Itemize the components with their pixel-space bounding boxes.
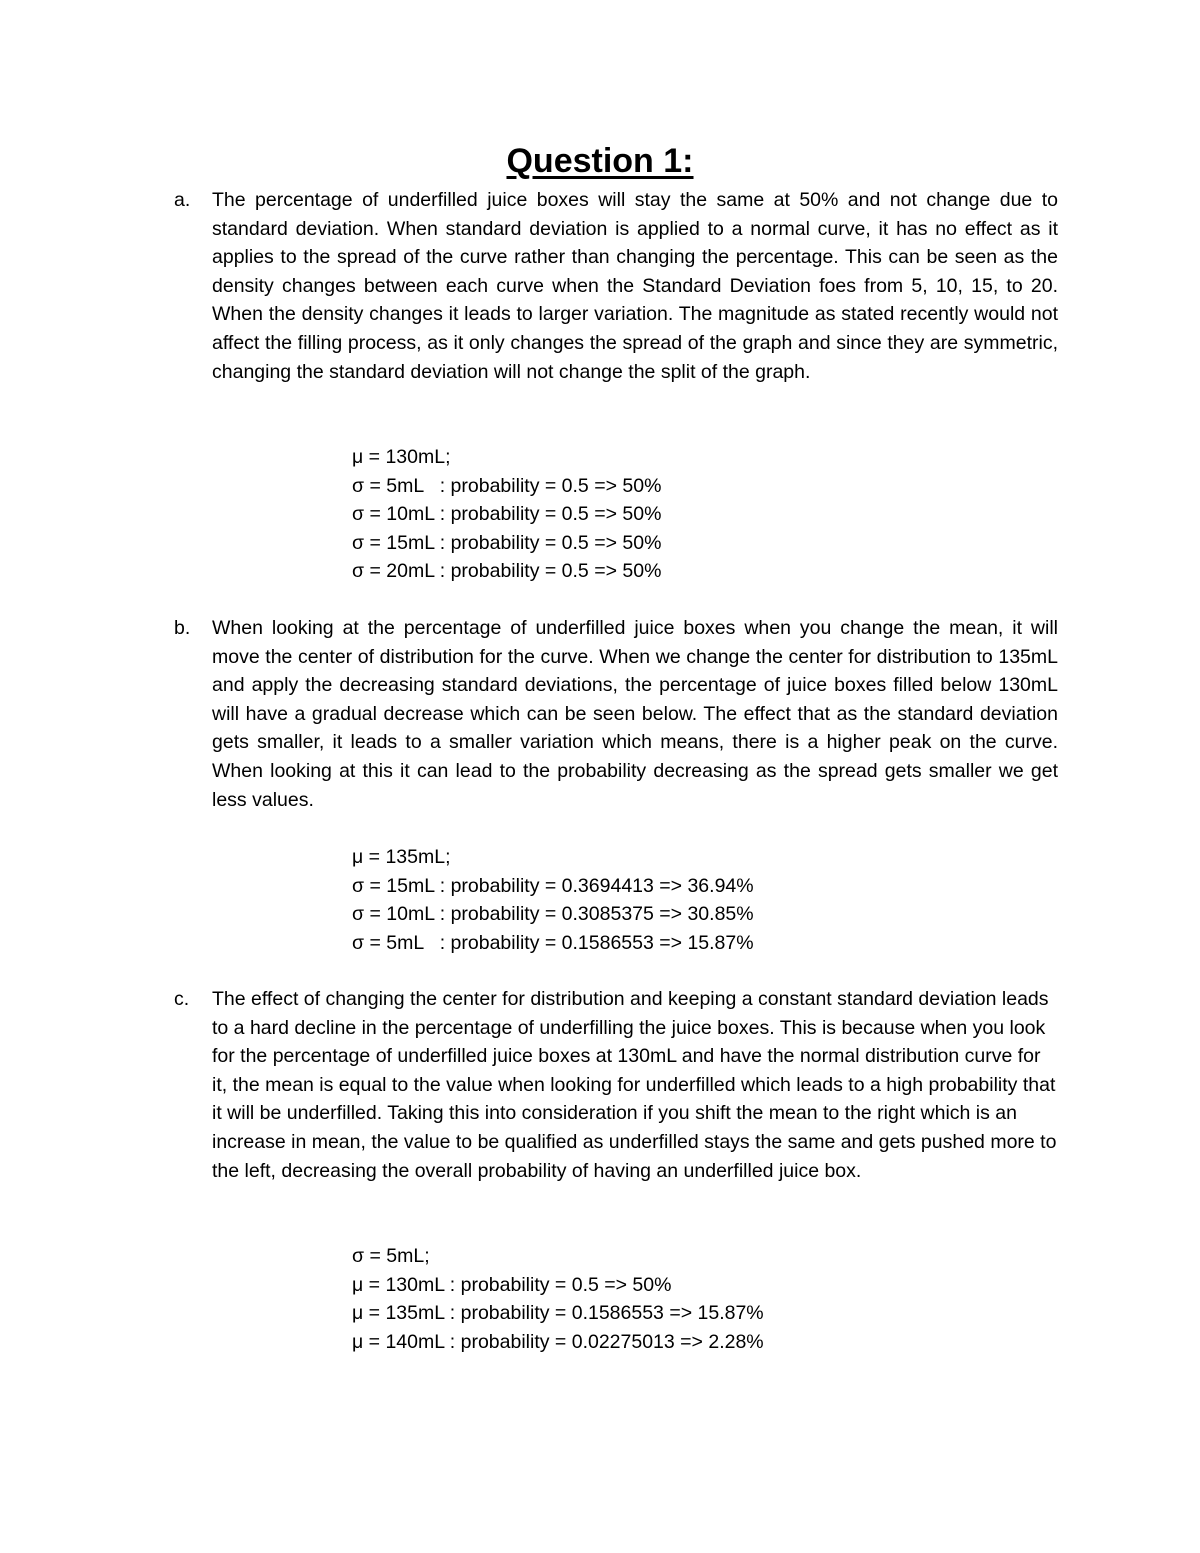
part-c-item	[174, 985, 1064, 1185]
calc-line: σ = 15mL : probability = 0.3694413 => 36.94%	[352, 874, 754, 897]
part-b-paragraph: When looking at the percentage of underfilled juice boxes when you change the mean, it will move the center of distribution for the curve. When we change the center for distribution to 135mL and apply the decreasing standard deviations, the percentage of juice boxes filled below 130mL will have a gradual decrease which can be seen below. The effect that as the standard deviation gets smaller, it leads to a smaller variation which means, there is a higher peak on the curve. When looking at this it can lead to the probability decreasing as the spread gets smaller we get less values.	[212, 617, 1058, 811]
part-a-item	[174, 186, 1064, 386]
part-a-marker: a.	[174, 189, 191, 211]
part-b-item	[174, 614, 1064, 814]
part-b-calculations	[352, 843, 754, 957]
calc-line: μ = 135mL : probability = 0.1586553 => 15.87%	[352, 1302, 764, 1325]
part-c-calculations	[352, 1242, 764, 1356]
calc-line: μ = 130mL : probability = 0.5 => 50%	[352, 1273, 672, 1296]
calc-line: σ = 15mL : probability = 0.5 => 50%	[352, 531, 662, 554]
page-title: Question 1:	[506, 142, 694, 180]
calc-line: σ = 10mL : probability = 0.3085375 => 30.85%	[352, 903, 754, 926]
part-b-marker: b.	[174, 617, 191, 639]
part-c-paragraph: The effect of changing the center for distribution and keeping a constant standard deviation leads to a hard decline in the percentage of underfilling the juice boxes. This is because when you look for the percentage of underfilled juice boxes at 130mL and have the normal distribution curve for it, the mean is equal to the value when looking for underfilled which leads to a high probability that it will be underfilled. Taking this into consideration if you shift the mean to the right which is an increase in mean, the value to be qualified as underfilled stays the same and gets pushed more to the left, decreasing the overall probability of having an underfilled juice box.	[212, 988, 1057, 1182]
calc-line: μ = 135mL;	[352, 846, 451, 868]
part-a-paragraph: The percentage of underfilled juice boxes will stay the same at 50% and not change due to standard deviation. When standard deviation is applied to a normal curve, it has no effect as it applies to the spread of the curve rather than changing the percentage. This can be seen as the density changes between each curve when the Standard Deviation foes from 5, 10, 15, to 20. When the density changes it leads to larger variation. The magnitude as stated recently would not affect the filling process, as it only changes the spread of the graph and since they are symmetric, changing the standard deviation will not change the split of the graph.	[212, 189, 1058, 383]
calc-line: μ = 130mL;	[352, 446, 451, 468]
calc-line: σ = 5mL : probability = 0.5 => 50%	[352, 474, 662, 497]
calc-line: σ = 20mL : probability = 0.5 => 50%	[352, 560, 662, 583]
calc-line: μ = 140mL : probability = 0.02275013 => 2.28%	[352, 1330, 764, 1353]
calc-line: σ = 5mL : probability = 0.1586553 => 15.87%	[352, 931, 754, 954]
calc-line: σ = 5mL;	[352, 1245, 430, 1267]
calc-line: σ = 10mL : probability = 0.5 => 50%	[352, 503, 662, 526]
part-a-calculations	[352, 443, 661, 586]
part-c-marker: c.	[174, 988, 190, 1010]
